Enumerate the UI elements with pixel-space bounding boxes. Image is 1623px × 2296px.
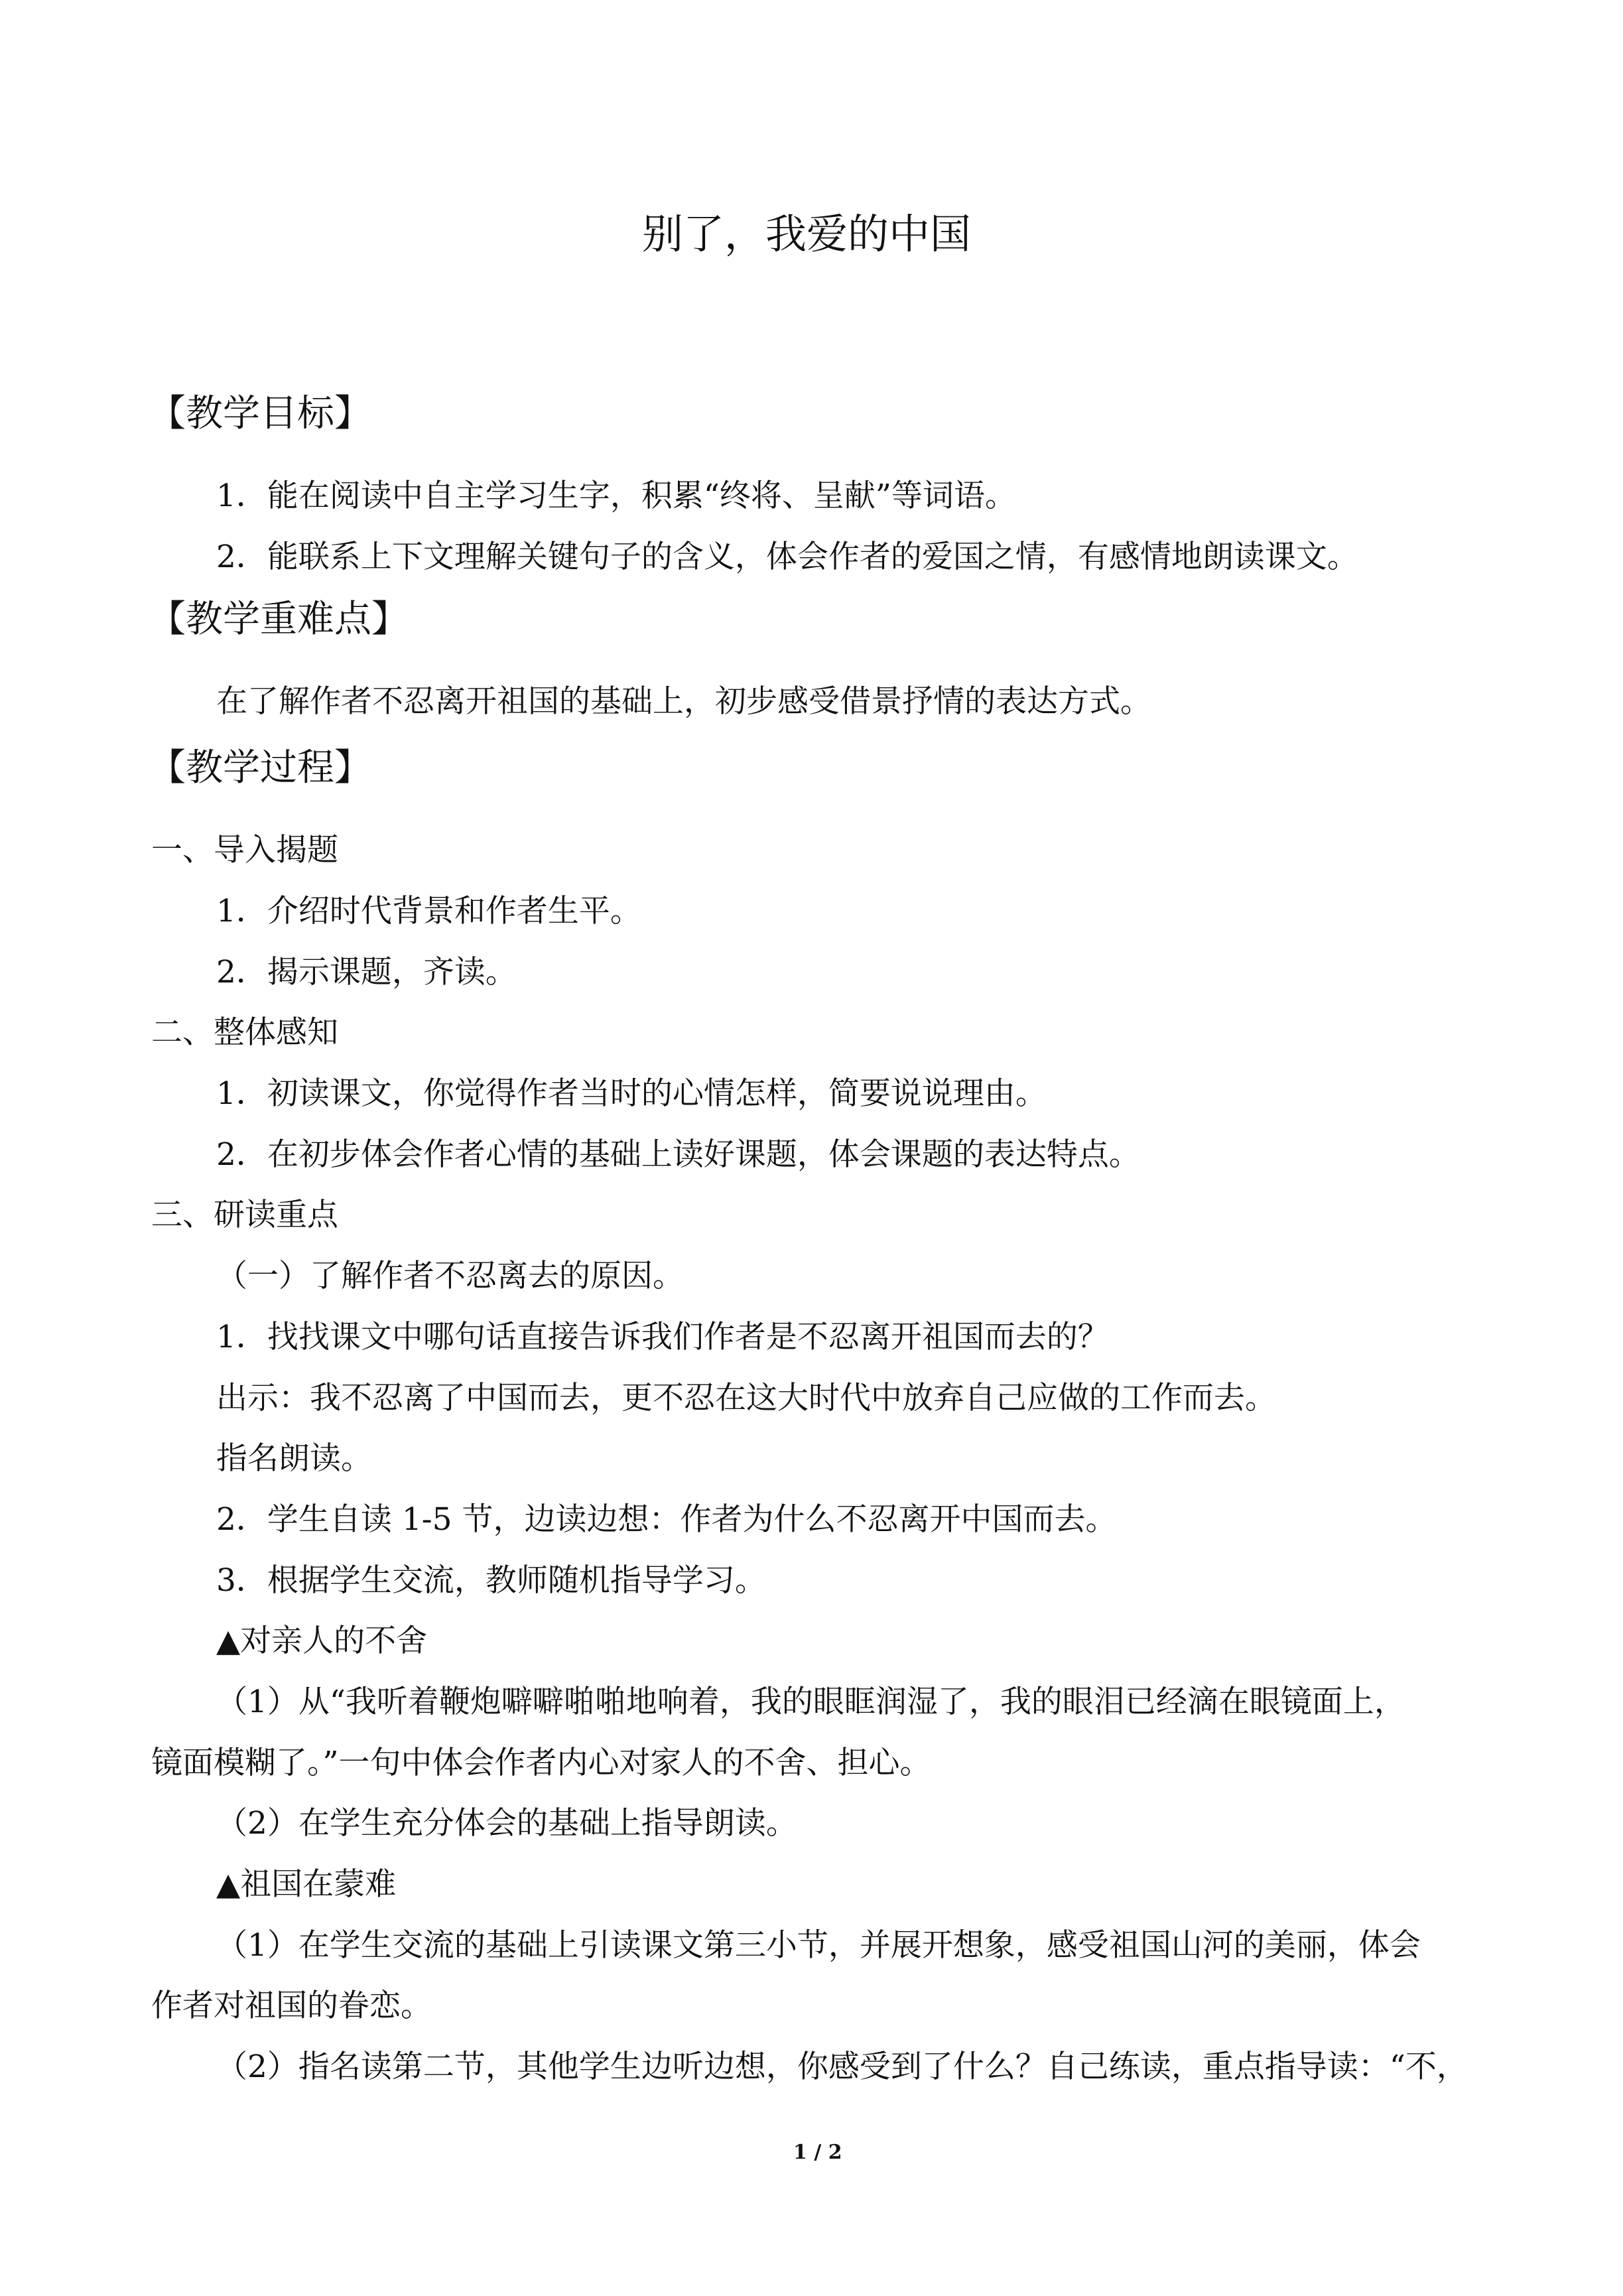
part3-line-6: 3．根据学生交流，教师随机指导学习。 [216, 1562, 766, 1599]
goal-item-1: 1．能在阅读中自主学习生字，积累“终将、呈献”等词语。 [216, 478, 1016, 514]
goals-heading: 【教学目标】 [149, 392, 371, 435]
part1-item-2: 2．揭示课题，齐读。 [216, 954, 517, 990]
part3-line-2: 1．找找课文中哪句话直接告诉我们作者是不忍离开祖国而去的？ [216, 1319, 1109, 1355]
part3-line-1: （一）了解作者不忍离去的原因。 [216, 1258, 684, 1294]
part1-heading: 一、导入揭题 [151, 832, 338, 868]
part3-line-14: （2）指名读第二节，其他学生边听边想，你感受到了什么？自己练读，重点指导读：“不， [216, 2049, 1468, 2085]
page-number: 1 / 2 [793, 2141, 842, 2164]
page-title: 别了，我爱的中国 [642, 210, 972, 258]
part3-heading: 三、研读重点 [151, 1197, 338, 1233]
part3-line-5: 2．学生自读 1-5 节，边读边想：作者为什么不忍离开中国而去。 [216, 1501, 1117, 1538]
key-points-text: 在了解作者不忍离开祖国的基础上，初步感受借景抒情的表达方式。 [216, 683, 1151, 720]
part2-item-2: 2．在初步体会作者心情的基础上读好课题，体会课题的表达特点。 [216, 1136, 1140, 1173]
part3-line-13: 作者对祖国的眷恋。 [151, 1988, 432, 2024]
part1-item-1: 1．介绍时代背景和作者生平。 [216, 893, 641, 929]
part3-line-7: ▲对亲人的不舍 [216, 1623, 428, 1659]
part3-line-12: （1）在学生交流的基础上引读课文第三小节，并展开想象，感受祖国山河的美丽，体会 [216, 1927, 1421, 1964]
part2-item-1: 1．初读课文，你觉得作者当时的心情怎样，简要说说理由。 [216, 1075, 1047, 1112]
part3-line-11: ▲祖国在蒙难 [216, 1866, 397, 1903]
part3-line-3: 出示：我不忍离了中国而去，更不忍在这大时代中放弃自己应做的工作而去。 [216, 1380, 1276, 1416]
part3-line-8: （1）从“我听着鞭炮噼噼啪啪地响着，我的眼眶润湿了，我的眼泪已经滴在眼镜面上， [216, 1684, 1405, 1720]
part3-line-9: 镜面模糊了。”一句中体会作者内心对家人的不舍、担心。 [151, 1745, 931, 1781]
key-points-heading: 【教学重难点】 [149, 598, 409, 641]
part3-line-10: （2）在学生充分体会的基础上指导朗读。 [216, 1805, 797, 1842]
part3-line-4: 指名朗读。 [216, 1440, 372, 1477]
process-heading: 【教学过程】 [149, 746, 371, 789]
part2-heading: 二、整体感知 [151, 1014, 338, 1051]
goal-item-2: 2．能联系上下文理解关键句子的含义，体会作者的爱国之情，有感情地朗读课文。 [216, 539, 1358, 575]
